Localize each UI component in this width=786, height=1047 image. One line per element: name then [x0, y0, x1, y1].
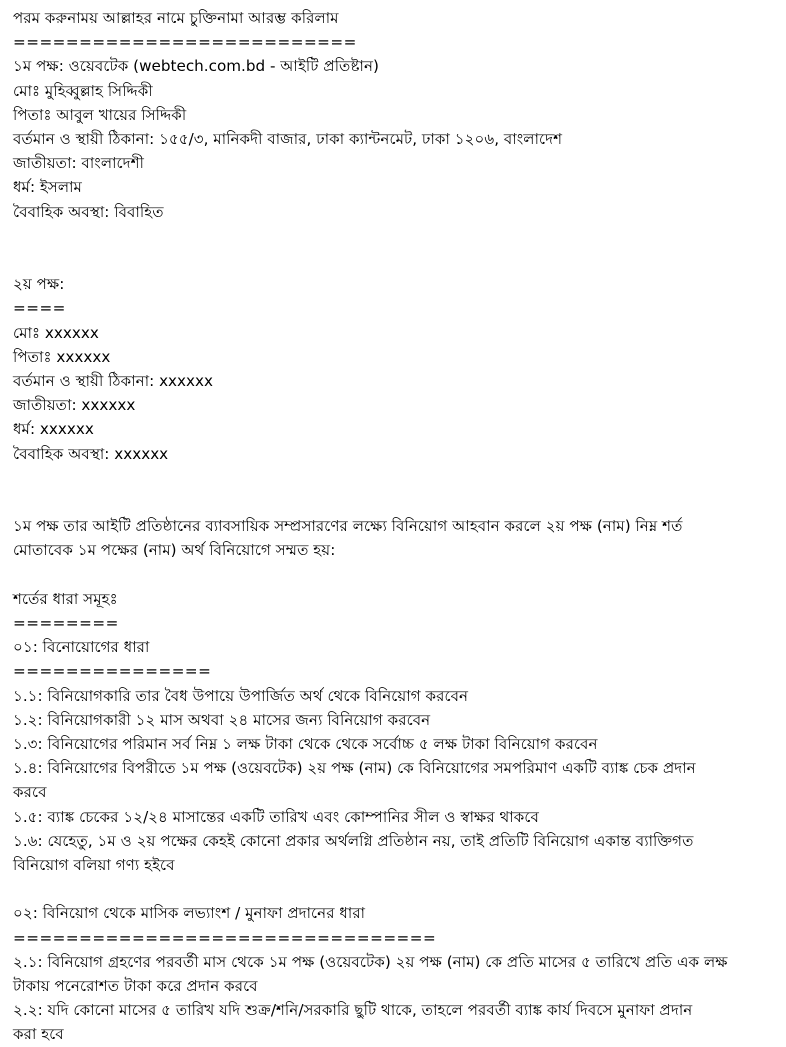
- terms-rule: ========: [13, 614, 119, 632]
- party1-address: বর্তমান ও স্থায়ী ঠিকানা: ১৫৫/৩, মানিকদী বাজার, ঢাকা ক্যান্টনমেট, ঢাকা ১২০৬, বাংলাদেশ: [13, 130, 563, 149]
- clause-line: টাকায় পনেরোশত টাকা করে প্রদান করবে: [13, 977, 258, 996]
- spacer: [13, 466, 779, 490]
- spacer: [13, 877, 779, 901]
- spacer: [13, 563, 779, 587]
- party2-nationality: জাতীয়তা: xxxxxx: [13, 396, 136, 415]
- party2-address: বর্তমান ও স্থায়ী ঠিকানা: xxxxxx: [13, 372, 213, 391]
- section2-heading: ০২: বিনিয়োগ থেকে মাসিক লভ্যাংশ / মুনাফা প্রদানের ধারা: [13, 904, 366, 923]
- party2-father: পিতাঃ xxxxxx: [13, 347, 111, 366]
- clause-line: ১.৫: ব্যাঙ্ক চেকের ১২/২৪ মাসান্তের একটি তারিখ এবং কোম্পানির সীল ও স্বাক্ষর থাকবে: [13, 807, 539, 826]
- section1-heading: ০১: বিনোয়োগের ধারা: [13, 638, 150, 657]
- clause-line: ১.৪: বিনিয়োগের বিপরীতে ১ম পক্ষ (ওয়েবটেক) ২য় পক্ষ (নাম) কে বিনিয়োগের সমপরিমাণ একটি ব্যাঙ্ক চেক প্রদান: [13, 759, 696, 778]
- spacer: [13, 490, 779, 514]
- party1-religion: ধর্ম: ইসলাম: [13, 178, 82, 197]
- clause-line: বিনিয়োগ বলিয়া গণ্য হইবে: [13, 856, 175, 875]
- party2-name: মোঃ xxxxxx: [13, 323, 99, 342]
- party1-father: পিতাঃ আবুল খায়ের সিদ্দিকী: [13, 105, 187, 124]
- section2-rule: ================================: [13, 928, 437, 947]
- spacer: [13, 224, 779, 248]
- clause-line: ১.১: বিনিয়োগকারি তার বৈধ উপায়ে উপার্জিত অর্থ থেকে বিনিয়োগ করবেন: [13, 686, 469, 705]
- party1-nationality: জাতীয়তা: বাংলাদেশী: [13, 154, 144, 173]
- terms-heading: শর্তের ধারা সমূহঃ: [13, 589, 118, 608]
- party2-heading: ২য় পক্ষ:: [13, 275, 65, 294]
- clause-line: ২.২: যদি কোনো মাসের ৫ তারিখ যদি শুক্র/শনি/সরকারি ছুটি থাকে, তাহলে পরবর্তী ব্যাঙ্ক কার্য দিবসে মুনাফা প্রদান: [13, 1001, 693, 1020]
- clause-line: ১.২: বিনিয়োগকারী ১২ মাস অথবা ২৪ মাসের জন্য বিনিয়োগ করবেন: [13, 710, 431, 729]
- clause-line: করবে: [13, 783, 47, 802]
- clause-line: ১.৬: যেহেতু, ১ম ও ২য় পক্ষের কেহই কোনো প্রকার অর্থলগ্নি প্রতিষ্ঠান নয়, তাই প্রতিটি বিনিয়োগ একান্ত ব্যাক্তিগত: [13, 831, 694, 850]
- party1-heading: ১ম পক্ষ: ওয়েবটেক (webtech.com.bd - আইটি প্রতিষ্টান): [13, 57, 379, 76]
- clause-line: ১.৩: বিনিয়োগের পরিমান সর্ব নিম্ন ১ লক্ষ টাকা থেকে থেকে সর্বোচ্চ ৫ লক্ষ টাকা বিনিয়োগ করবেন: [13, 735, 598, 754]
- clause-line: করা হবে: [13, 1025, 64, 1044]
- party2-marital-status: বৈবাহিক অবস্থা: xxxxxx: [13, 444, 169, 463]
- party2-religion: ধর্ম: xxxxxx: [13, 420, 94, 439]
- title-rule: ==========================: [13, 33, 357, 52]
- intro-paragraph-line: ১ম পক্ষ তার আইটি প্রতিষ্ঠানের ব্যাবসায়িক সম্প্রসারণের লক্ষ্যে বিনিয়োগ আহবান করলে ২য় পক্ষ (নাম) নিম্ন শর্ত: [13, 517, 683, 536]
- party2-rule: ====: [13, 299, 66, 318]
- intro-paragraph-line: মোতাবেক ১ম পক্ষের (নাম) অর্থ বিনিয়োগে সম্মত হয়:: [13, 541, 336, 560]
- spacer: [13, 248, 779, 272]
- clause-line: ২.১: বিনিয়োগ গ্রহণের পরবর্তী মাস থেকে ১ম পক্ষ (ওয়েবটেক) ২য় পক্ষ (নাম) কে প্রতি মাসের ৫ তারিখে প্রতি এক লক্ষ: [13, 952, 728, 971]
- section1-rule: ===============: [13, 662, 212, 681]
- document-title: পরম করুনাময় আল্লাহর নামে চুক্তিনামা আরম্ভ করিলাম: [13, 9, 339, 27]
- party1-marital-status: বৈবাহিক অবস্থা: বিবাহিত: [13, 202, 164, 221]
- party1-name: মোঃ মুহিব্বুল্লাহ সিদ্দিকী: [13, 81, 153, 100]
